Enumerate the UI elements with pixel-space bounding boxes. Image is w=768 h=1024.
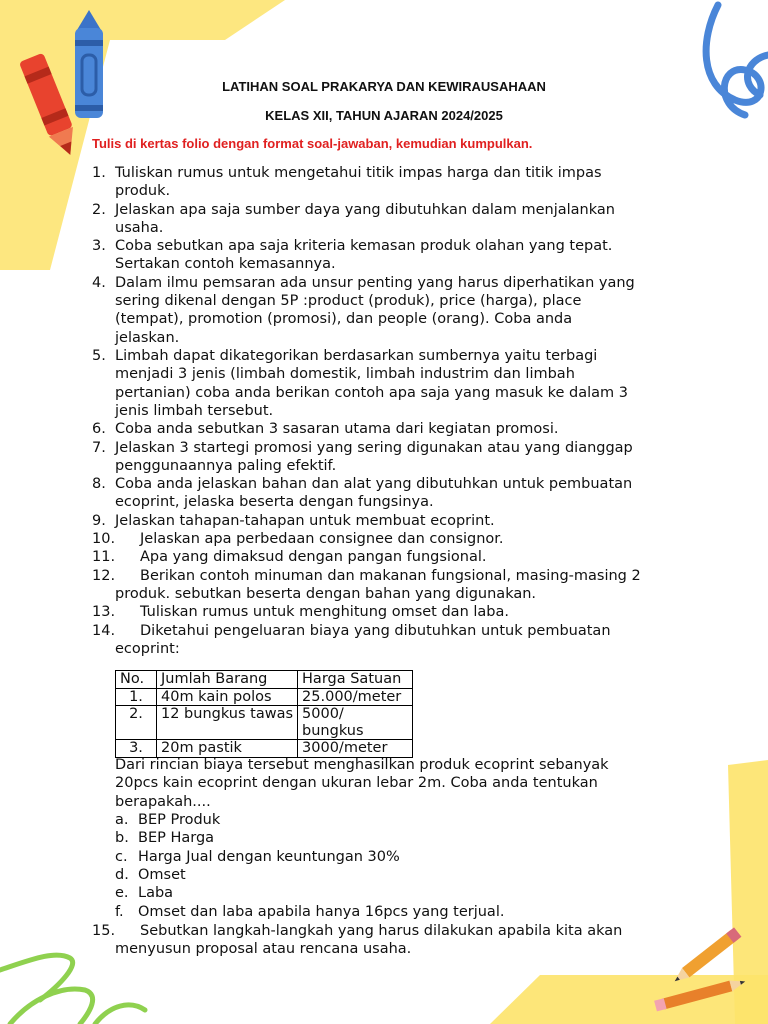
table-cell: 25.000/meter bbox=[298, 688, 413, 706]
subitem-text: Omset dan laba apabila hanya 16pcs yang terjual. bbox=[138, 903, 505, 920]
question-line: Tuliskan rumus untuk mengetahui titik impas harga dan titik impas bbox=[115, 165, 602, 181]
question-line: Coba anda sebutkan 3 sasaran utama dari kegiatan promosi. bbox=[115, 421, 559, 438]
question-number: 8. bbox=[92, 476, 106, 493]
question-line: jelaskan. bbox=[115, 329, 180, 346]
question-14-line-1: Diketahui pengeluaran biaya yang dibutuhkan untuk pembuatan bbox=[140, 622, 611, 639]
question-line: Sertakan contoh kemasannya. bbox=[115, 256, 336, 273]
question-3 bbox=[115, 237, 685, 274]
table-cell: 3000/meter bbox=[298, 740, 413, 758]
question-number: 11. bbox=[92, 549, 116, 566]
page-subtitle: KELAS XII, TAHUN AJARAN 2024/2025 bbox=[265, 108, 503, 123]
question-line: usaha. bbox=[115, 219, 164, 236]
subitem-letter: e. bbox=[115, 885, 129, 902]
table-header-row bbox=[116, 671, 413, 689]
question-13: Tuliskan rumus untuk menghitung omset dan laba. bbox=[140, 604, 509, 621]
question-line: Coba sebutkan apa saja kriteria kemasan produk olahan yang tepat. bbox=[115, 238, 613, 255]
question-line: (tempat), promotion (promosi), dan people (orang). Coba anda bbox=[115, 311, 573, 328]
question-10: Jelaskan apa perbedaan consignee dan consignor. bbox=[140, 531, 504, 547]
question-line: Dalam ilmu pemsaran ada unsur penting yang harus diperhatikan yang bbox=[115, 274, 635, 291]
question-line: Jelaskan apa saja sumber daya yang dibutuhkan dalam menjalankan bbox=[115, 201, 615, 218]
question-line: Dari rincian biaya tersebut menghasilkan produk ecoprint sebanyak bbox=[115, 757, 609, 773]
question-14-line-2: ecoprint: bbox=[115, 640, 180, 657]
table-cell: 40m kain polos bbox=[157, 688, 298, 706]
question-number: 4. bbox=[92, 274, 106, 291]
table-cell: 3. bbox=[116, 740, 157, 758]
table-header-cell: Harga Satuan bbox=[298, 671, 413, 689]
subitem-text: Harga Jual dengan keuntungan 30% bbox=[138, 848, 400, 865]
table-cell: 5000/ bungkus bbox=[298, 706, 413, 740]
question-15-line-2: menyusun proposal atau rencana usaha. bbox=[115, 941, 412, 958]
table-header-cell: No. bbox=[116, 671, 157, 689]
question-number: 2. bbox=[92, 201, 106, 218]
question-line: penggunaannya paling efektif. bbox=[115, 457, 337, 474]
question-line: Jelaskan 3 startegi promosi yang sering digunakan atau yang dianggap bbox=[115, 439, 633, 456]
question-line: ecoprint, jelaska beserta dengan fungsinya. bbox=[115, 494, 434, 511]
question-line: sering dikenal dengan 5P :product (produk), price (harga), place bbox=[115, 293, 582, 310]
question-line: pertanian) coba anda berikan contoh apa saja yang masuk ke dalam 3 bbox=[115, 384, 629, 401]
question-8 bbox=[115, 475, 685, 512]
question-15-line-1: Sebutkan langkah-langkah yang harus dilakukan apabila kita akan bbox=[140, 923, 623, 939]
question-number: 13. bbox=[92, 604, 116, 621]
subitem-text: Laba bbox=[138, 885, 174, 902]
page-title: LATIHAN SOAL PRAKARYA DAN KEWIRAUSAHAAN bbox=[222, 79, 546, 94]
table-cell: 2. bbox=[116, 706, 157, 740]
cost-table bbox=[115, 670, 413, 758]
question-number: 3. bbox=[92, 238, 106, 255]
question-2 bbox=[115, 201, 685, 238]
question-line: jenis limbah tersebut. bbox=[115, 402, 274, 419]
table-row bbox=[116, 740, 413, 758]
question-number: 9. bbox=[92, 512, 106, 529]
question-line: Limbah dapat dikategorikan berdasarkan sumbernya yaitu terbagi bbox=[115, 348, 598, 364]
table-header-cell: Jumlah Barang bbox=[157, 671, 298, 689]
table-cell: 20m pastik bbox=[157, 740, 298, 758]
question-14-details bbox=[115, 756, 685, 811]
question-number: 12. bbox=[92, 567, 116, 584]
question-line: Jelaskan tahapan-tahapan untuk membuat ecoprint. bbox=[115, 512, 495, 529]
question-number: 14. bbox=[92, 622, 116, 639]
table-row bbox=[116, 688, 413, 706]
question-line: Coba anda jelaskan bahan dan alat yang dibutuhkan untuk pembuatan bbox=[115, 476, 633, 493]
subitem-letter: a. bbox=[115, 812, 129, 828]
question-9 bbox=[115, 512, 685, 530]
subitem-letter: c. bbox=[115, 848, 128, 865]
question-4 bbox=[115, 274, 685, 347]
table-cell: 1. bbox=[116, 688, 157, 706]
question-6 bbox=[115, 420, 685, 438]
question-line: berapakah.... bbox=[115, 793, 211, 810]
blue-swirl-icon bbox=[706, 5, 768, 115]
question-line: menjadi 3 jenis (limbah domestik, limbah industrim dan limbah bbox=[115, 366, 575, 383]
question-11: Apa yang dimaksud dengan pangan fungsional. bbox=[140, 549, 487, 566]
table-cell: 12 bungkus tawas bbox=[157, 706, 298, 740]
subitem-text: BEP Harga bbox=[138, 830, 215, 847]
question-line: 20pcs kain ecoprint dengan ukuran lebar 2m. Coba anda tentukan bbox=[115, 775, 598, 792]
table-row bbox=[116, 706, 413, 740]
question-number: 6. bbox=[92, 421, 106, 438]
green-scribble-icon bbox=[0, 955, 145, 1024]
question-number: 10. bbox=[92, 531, 116, 547]
question-line: produk. bbox=[115, 183, 171, 200]
question-12-line-1: Berikan contoh minuman dan makanan fungsional, masing-masing 2 bbox=[140, 567, 641, 584]
question-12-line-2: produk. sebutkan beserta dengan bahan yang digunakan. bbox=[115, 585, 537, 602]
question-5 bbox=[115, 347, 685, 420]
question-number: 1. bbox=[92, 165, 106, 181]
subitem-text: BEP Produk bbox=[138, 812, 221, 828]
question-1 bbox=[115, 164, 685, 201]
instruction-text: Tulis di kertas folio dengan format soal-jawaban, kemudian kumpulkan. bbox=[92, 136, 533, 151]
subitem-text: Omset bbox=[138, 866, 186, 883]
question-number: 5. bbox=[92, 348, 106, 364]
subitem-letter: d. bbox=[115, 866, 129, 883]
question-number: 15. bbox=[92, 923, 116, 939]
question-number: 7. bbox=[92, 439, 106, 456]
question-7 bbox=[115, 439, 685, 476]
subitem-letter: b. bbox=[115, 830, 129, 847]
subitem-letter: f. bbox=[115, 903, 124, 920]
